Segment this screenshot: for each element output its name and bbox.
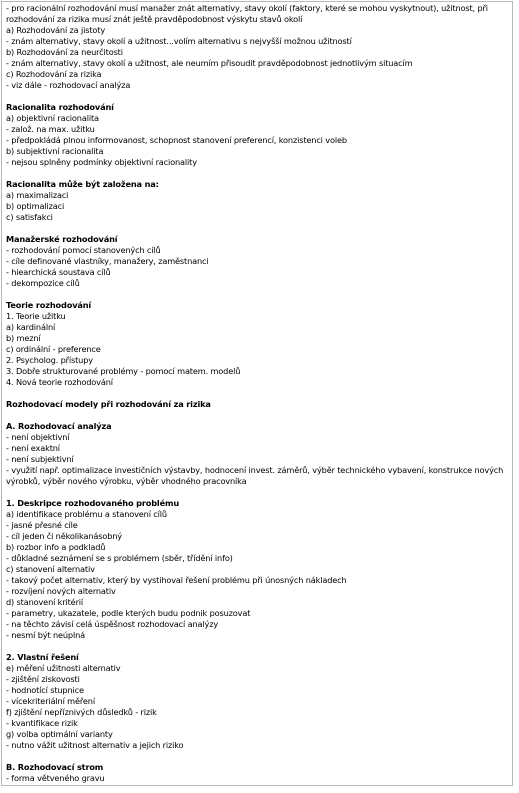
text-line: 4. Nová teorie rozhodování <box>6 377 113 387</box>
section-heading: Manažerské rozhodování <box>6 234 118 244</box>
text-line: - jasné přesné cíle <box>6 520 78 530</box>
text-line: 2. Psycholog. přístupy <box>6 355 93 365</box>
text-line: b) Rozhodování za neurčitosti <box>6 47 123 57</box>
text-line: - takový počet alternativ, který by vystihoval řešení problému při únosných nákladech <box>6 575 347 585</box>
text-line: - rozvíjení nových alternativ <box>6 586 116 596</box>
section-heading: B. Rozhodovací strom <box>6 762 104 772</box>
blank-line <box>6 223 510 234</box>
text-line: a) maximalizaci <box>6 190 69 200</box>
blank-line <box>6 388 510 399</box>
section-heading: Racionalita rozhodování <box>6 102 114 112</box>
text-line: f) zjištění nepříznivých důsledků - rizik <box>6 707 157 717</box>
text-line: - vícekriteriální měření <box>6 696 95 706</box>
text-line: - nejsou splněny podmínky objektivní racionality <box>6 157 197 167</box>
text-line: - hiearchická soustava cílů <box>6 267 111 277</box>
blank-line <box>6 168 510 179</box>
blank-line <box>6 289 510 300</box>
text-line: g) volba optimální varianty <box>6 729 113 739</box>
text-line: - viz dále - rozhodovací analýza <box>6 80 131 90</box>
section-heading: Racionalita může být založena na: <box>6 179 159 189</box>
text-line: - znám alternativy, stavy okolí a užitnost, ale neumím přisoudit pravděpodobnost jednotlivým situacím <box>6 58 413 68</box>
document-text <box>6 3 510 784</box>
blank-line <box>6 751 510 762</box>
text-line: - hodnotící stupnice <box>6 685 84 695</box>
text-line: c) ordinální - preference <box>6 344 101 354</box>
text-line: - forma větveného gravu <box>6 773 105 783</box>
blank-line <box>6 91 510 102</box>
section-heading: 1. Deskripce rozhodovaného problému <box>6 498 180 508</box>
text-line: b) rozbor info a podkladů <box>6 542 106 552</box>
text-line: b) optimalizaci <box>6 201 65 211</box>
section-heading: A. Rozhodovací analýza <box>6 421 112 431</box>
text-line: - parametry, ukazatele, podle kterých budu podnik posuzovat <box>6 608 251 618</box>
blank-line <box>6 487 510 498</box>
section-heading: Teorie rozhodování <box>6 300 92 310</box>
text-line: - nesmí být neúplná <box>6 630 86 640</box>
text-line: c) Rozhodování za rizika <box>6 69 102 79</box>
text-line: - pro racionální rozhodování musí manažer znát alternativy, stavy okolí (faktory, které se mohou vyskytnout), užitnost, při rozhodování za rizika musí znát ještě pravděpodobnost výskytu stavů okolí <box>6 3 488 24</box>
text-line: - není objektivní <box>6 432 70 442</box>
text-line: - znám alternativy, stavy okolí a užitnost...volím alternativu s nejvyšší možnou užitností <box>6 36 352 46</box>
text-line: c) satisfakci <box>6 212 53 222</box>
blank-line <box>6 641 510 652</box>
blank-line <box>6 410 510 421</box>
text-line: - na těchto závisí celá úspěšnost rozhodovací analýzy <box>6 619 219 629</box>
text-line: - důkladné seznámení se s problémem (sběr, třídění info) <box>6 553 233 563</box>
text-line: - není exaktní <box>6 443 60 453</box>
section-heading: 2. Vlastní řešení <box>6 652 79 662</box>
text-line: 3. Dobře strukturované problémy - pomocí matem. modelů <box>6 366 241 376</box>
text-line: - využití např. optimalizace investičních výstavby, hodnocení invest. záměrů, výběr technického vybavení, konstrukce nových výrobků, výběr nového výrobku, výběr vhodného pracovníka <box>6 465 504 486</box>
text-line: b) subjektivní racionalita <box>6 146 104 156</box>
document-frame <box>1 1 513 786</box>
text-line: c) stanovení alternativ <box>6 564 95 574</box>
text-line: - zjištění ziskovosti <box>6 674 80 684</box>
text-line: a) Rozhodování za jistoty <box>6 25 106 35</box>
section-heading: Rozhodovací modely při rozhodování za rizika <box>6 399 211 409</box>
text-line: b) mezní <box>6 333 41 343</box>
text-line: 1. Teorie užitku <box>6 311 66 321</box>
text-line: a) identifikace problému a stanovení cílů <box>6 509 167 519</box>
text-line: a) objektivní racionalita <box>6 113 99 123</box>
text-line: - kvantifikace rizik <box>6 718 78 728</box>
text-line: e) měření užitnosti alternativ <box>6 663 121 673</box>
text-line: - předpokládá plnou informovanost, schopnost stanovení preferencí, konzistenci voleb <box>6 135 347 145</box>
text-line: - rozhodování pomocí stanovených cílů <box>6 245 161 255</box>
text-line: - dekompozice cílů <box>6 278 80 288</box>
text-line: - založ. na max. užitku <box>6 124 95 134</box>
text-line: - cíl jeden či několikanásobný <box>6 531 122 541</box>
text-line: - cíle definované vlastníky, manažery, zaměstnanci <box>6 256 209 266</box>
text-line: - nutno vážit užitnost alternativ a jejich riziko <box>6 740 184 750</box>
text-line: a) kardinální <box>6 322 56 332</box>
text-line: - není subjektivní <box>6 454 74 464</box>
text-line: d) stanovení kritérií <box>6 597 84 607</box>
